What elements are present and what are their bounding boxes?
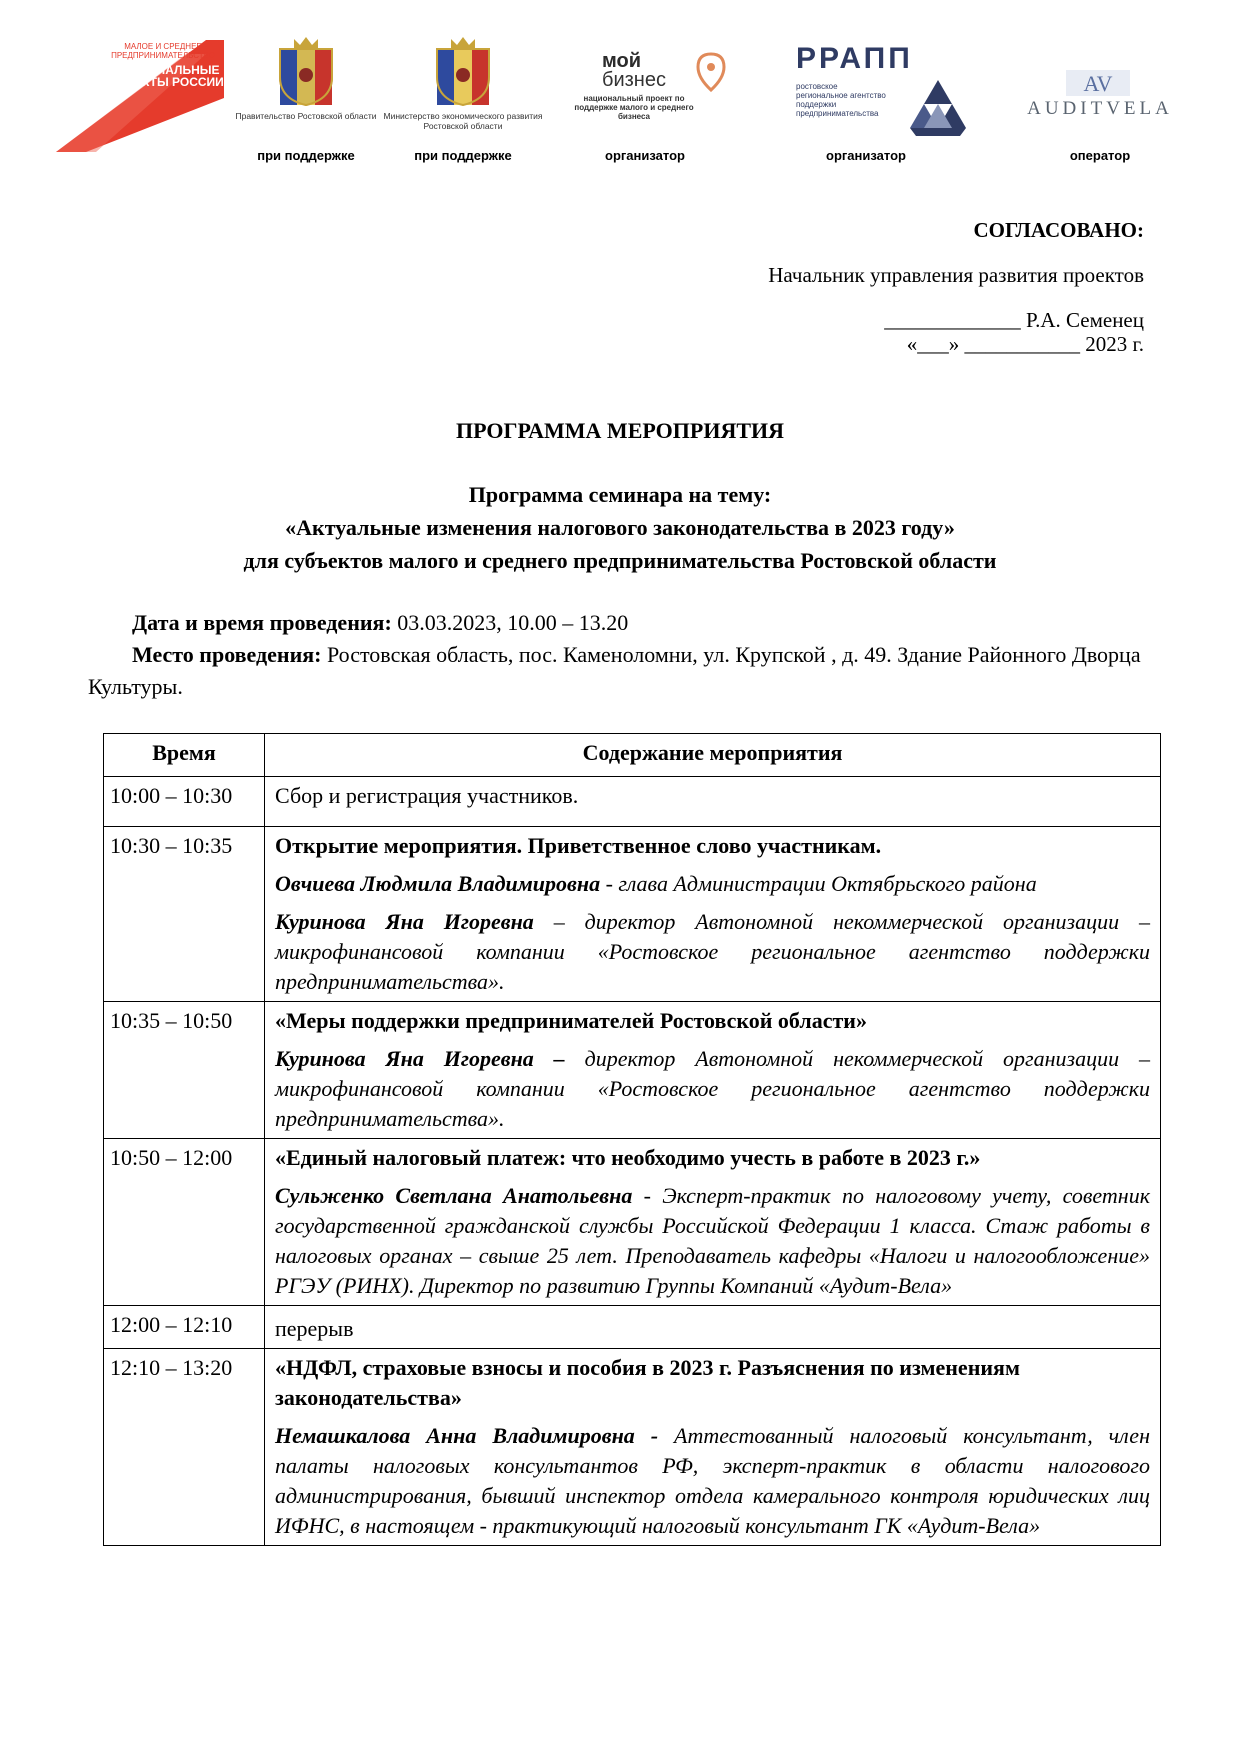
event-date-label: Дата и время проведения: — [132, 610, 392, 635]
government-logo — [226, 35, 386, 155]
table-row — [104, 1306, 1161, 1349]
rrapp-triangles-icon — [908, 78, 968, 138]
programme-table — [103, 733, 1161, 1546]
row-plain-text: перерыв — [275, 1316, 354, 1341]
moy-biznes-subtitle: национальный проект по поддержке малого и среднего бизнеса — [574, 94, 694, 121]
speaker-name: Куринова Яна Игоревна — [275, 909, 534, 934]
moy-biznes-role: организатор — [605, 148, 685, 163]
ministry-role: при поддержке — [414, 148, 512, 163]
moy-biznes-wordmark — [602, 52, 666, 90]
event-info — [88, 607, 1143, 703]
row-time: 10:30 – 10:35 — [104, 827, 265, 1002]
row-content — [265, 827, 1161, 1002]
event-date — [88, 607, 1143, 639]
row-time: 10:50 – 12:00 — [104, 1139, 265, 1306]
speaker-name: Сульженко Светлана Анатольевна — [275, 1183, 633, 1208]
seminar-line-2: «Актуальные изменения налогового законодательства в 2023 году» — [285, 515, 955, 540]
ministry-logo — [383, 35, 543, 155]
event-place-label: Место проведения: — [132, 642, 322, 667]
moy-biznes-line2: бизнес — [602, 69, 666, 91]
location-pin-icon — [696, 52, 726, 92]
approval-heading: СОГЛАСОВАНО: — [973, 218, 1144, 242]
government-role: при поддержке — [257, 148, 355, 163]
auditvela-mark-icon — [1066, 68, 1130, 98]
natsproekty-big-text: НАЦИОНАЛЬНЫЕ ПРОЕКТЫ РОССИИ — [108, 63, 224, 89]
speaker-desc: - глава Администрации Октябрьского района — [600, 871, 1037, 896]
approval-date-line: «___» ___________ 2023 г. — [906, 332, 1144, 356]
seminar-line-3: для субъектов малого и среднего предпринимательства Ростовской области — [243, 548, 997, 573]
approval-position: Начальник управления развития проектов — [768, 263, 1144, 287]
table-header-row — [104, 734, 1161, 777]
ministry-caption: Министерство экономического развития Ростовской области — [383, 111, 543, 131]
row-content — [265, 1002, 1161, 1139]
table-row — [104, 1139, 1161, 1306]
svg-text:AV: AV — [1083, 71, 1113, 96]
row-content — [265, 777, 1161, 827]
table-row — [104, 1002, 1161, 1139]
moy-biznes-line1: мой — [602, 50, 642, 72]
rostov-crest-icon — [431, 35, 495, 107]
speaker-desc: директор Автономной некоммерческой организации – микрофинансовой компании «Ростовское региональное агентство поддержки предпринимательства». — [275, 1046, 1150, 1131]
speaker-name: Немашкалова Анна Владимировна - — [275, 1423, 659, 1448]
speaker-name: Овчиева Людмила Владимировна — [275, 871, 601, 896]
row-time: 10:35 – 10:50 — [104, 1002, 265, 1139]
row-content — [265, 1139, 1161, 1306]
auditvela-role: оператор — [1069, 148, 1131, 163]
row-title: Открытие мероприятия. Приветственное слово участникам. — [275, 833, 882, 858]
approval-block — [768, 218, 1144, 356]
speaker — [275, 1044, 1150, 1134]
event-place-value: Ростовская область, пос. Каменоломни, ул. Крупской , д. 49. Здание Районного Дворца Культуры. — [88, 642, 1141, 699]
approval-signature-line: _____________ Р.А. Семенец — [884, 308, 1144, 332]
auditvela-logo — [1000, 68, 1200, 128]
seminar-line-1: Программа семинара на тему: — [468, 482, 772, 507]
logo-strip — [0, 0, 1240, 180]
header-content: Содержание мероприятия — [265, 734, 1161, 777]
rrapp-subtitle: ростовское региональное агентство поддержки предпринимательства — [796, 82, 886, 118]
moy-biznes-logo — [570, 52, 740, 142]
speaker — [275, 1421, 1150, 1541]
rrapp-role: организатор — [826, 148, 906, 163]
rostov-crest-icon — [274, 35, 338, 107]
rrapp-wordmark: РРАПП — [796, 42, 913, 75]
auditvela-wordmark: AUDITVELA — [1027, 98, 1173, 119]
seminar-title — [0, 478, 1240, 577]
row-time: 12:00 – 12:10 — [104, 1306, 265, 1349]
row-time: 10:00 – 10:30 — [104, 777, 265, 827]
event-date-value: 03.03.2023, 10.00 – 13.20 — [391, 610, 629, 635]
table-row — [104, 1349, 1161, 1546]
document-title: ПРОГРАММА МЕРОПРИЯТИЯ — [455, 418, 785, 443]
row-title: «Меры поддержки предпринимателей Ростовской области» — [275, 1008, 867, 1033]
table-row — [104, 777, 1161, 827]
header-time: Время — [104, 734, 265, 777]
speaker-desc: Аттестованный налоговый консультант, член палаты налоговых консультантов РФ, эксперт-практик в области налогового администрирования, бывший инспектор отдела камерального контроля юридических лиц ИФНС, в настоящем - практикующий налоговый консультант ГК «Аудит-Вела» — [275, 1423, 1150, 1538]
natsproekty-small-text: МАЛОЕ И СРЕДНЕЕ ПРЕДПРИНИМАТЕЛЬСТВО — [111, 42, 215, 60]
row-title: «Единый налоговый платеж: что необходимо учесть в работе в 2023 г.» — [275, 1145, 981, 1170]
row-title: «НДФЛ, страховые взносы и пособия в 2023 г. Разъяснения по изменениям законодательства» — [275, 1355, 1020, 1410]
speaker — [275, 907, 1150, 997]
government-caption: Правительство Ростовской области — [235, 111, 377, 121]
natsproekty-logo — [56, 40, 226, 158]
rrapp-logo — [790, 42, 980, 148]
row-content — [265, 1349, 1161, 1546]
row-content — [265, 1306, 1161, 1349]
speaker-desc: – директор Автономной некоммерческой организации – микрофинансовой компании «Ростовское региональное агентство поддержки предпринимательства». — [275, 909, 1150, 994]
row-time: 12:10 – 13:20 — [104, 1349, 265, 1546]
speaker-name: Куринова Яна Игоревна – — [275, 1046, 565, 1071]
table-row — [104, 827, 1161, 1002]
row-plain-text: Сбор и регистрация участников. — [275, 783, 579, 808]
speaker-desc: - Эксперт-практик по налоговому учету, советник государственной гражданской службы Российской Федерации 1 класса. Стаж работы в налоговых органах – свыше 25 лет. Преподаватель кафедры «Налоги и налогообложение» РГЭУ (РИНХ). Директор по развитию Группы Компаний «Аудит-Вела» — [275, 1183, 1150, 1298]
speaker — [275, 869, 1150, 899]
event-place — [88, 639, 1143, 703]
speaker — [275, 1181, 1150, 1301]
